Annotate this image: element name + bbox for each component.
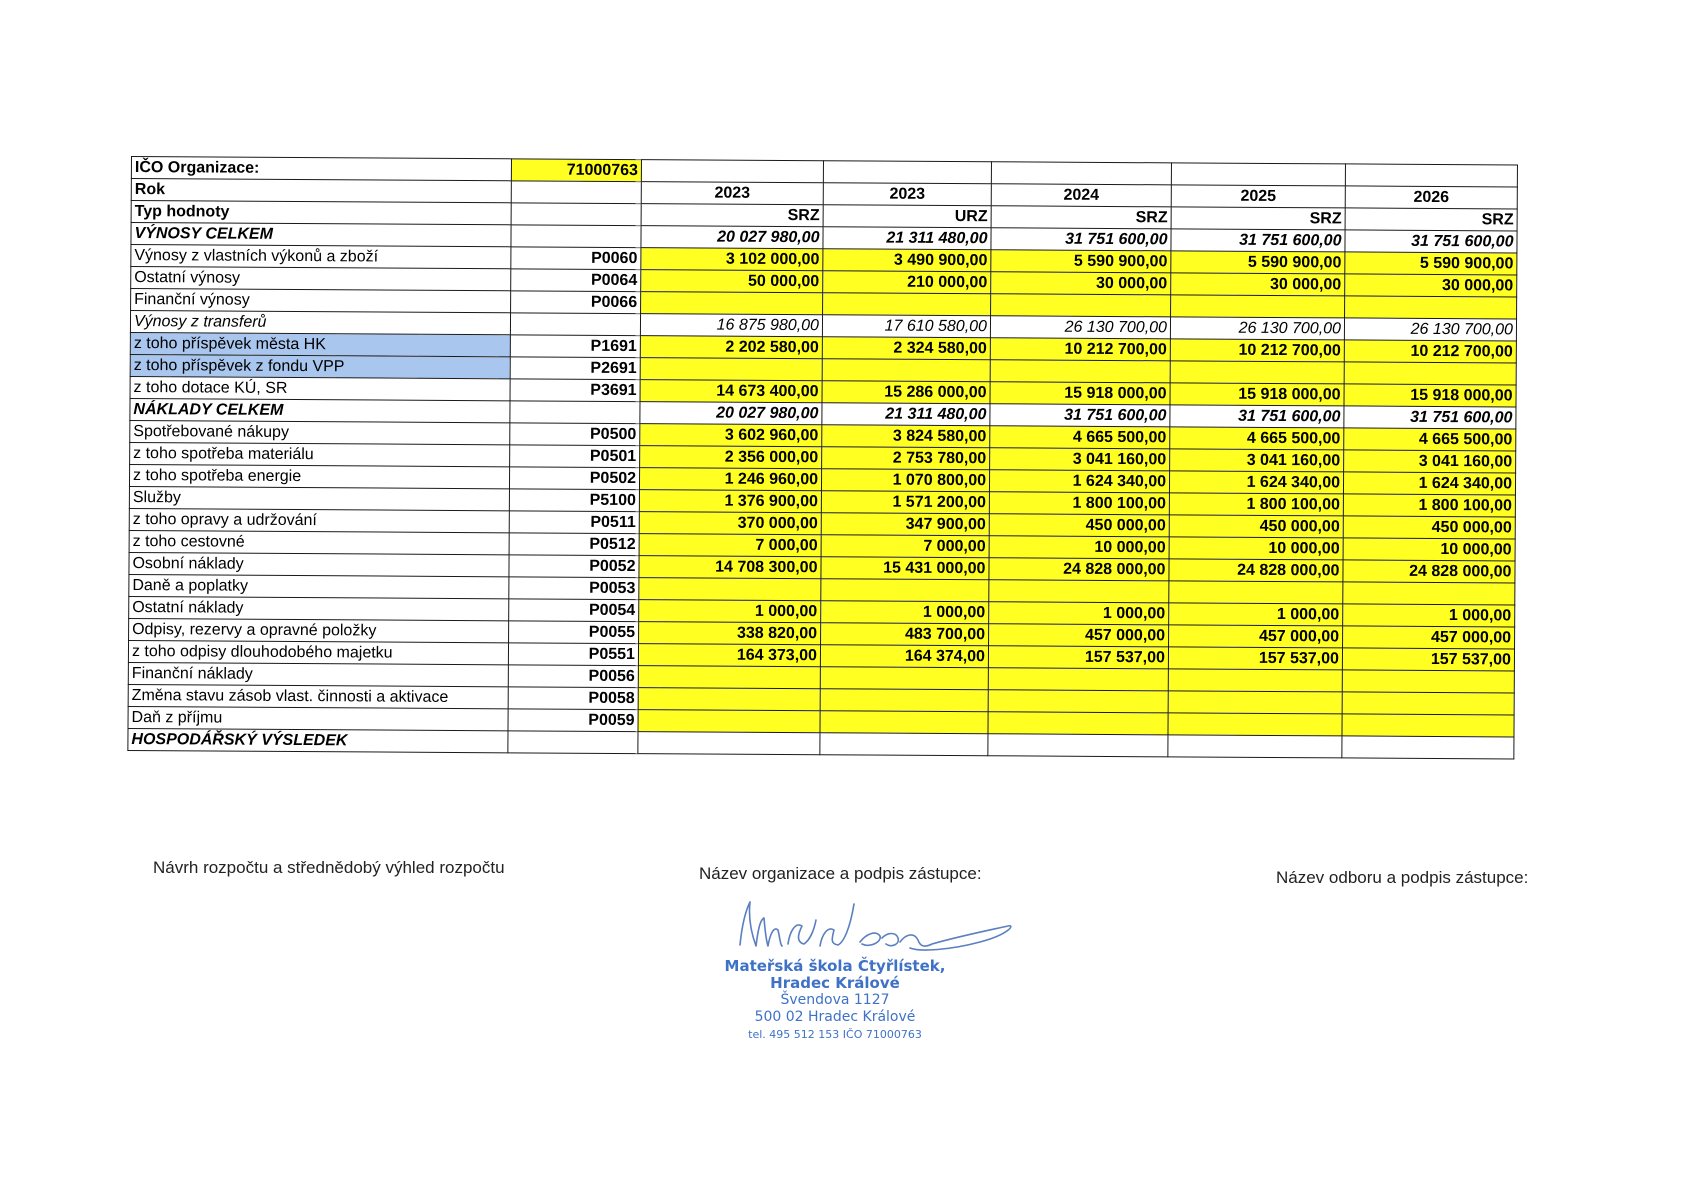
value-cell: 4 665 500,00	[1170, 427, 1344, 450]
value-cell: 2 753 780,00	[822, 447, 990, 470]
year-cell: 2023	[823, 183, 991, 206]
value-cell: 10 000,00	[989, 536, 1169, 559]
row-code: P0054	[509, 599, 639, 622]
value-cell	[1342, 736, 1514, 759]
row-code: P3691	[510, 379, 640, 402]
value-cell	[823, 293, 991, 316]
stamp-line-4: 500 02 Hradec Králové	[754, 1009, 916, 1025]
row-label: Daň z příjmu	[128, 706, 508, 730]
value-cell: 20 027 980,00	[641, 226, 823, 249]
row-label: Finanční náklady	[128, 662, 508, 686]
value-cell: 1 000,00	[1343, 604, 1515, 627]
year-cell: 2024	[991, 184, 1171, 207]
value-cell: 10 212 700,00	[990, 338, 1170, 361]
value-cell: 1 800 100,00	[1343, 494, 1515, 517]
row-label: z toho odpisy dlouhodobého majetku	[128, 640, 508, 664]
row-label: Odpisy, rezervy a opravné položky	[129, 618, 509, 642]
row-code: P0502	[509, 467, 639, 490]
row-code: P0501	[510, 445, 640, 468]
value-cell: 7 000,00	[821, 535, 989, 558]
row-code: P0500	[510, 423, 640, 446]
value-cell: 1 000,00	[1169, 603, 1343, 626]
row-code	[510, 313, 640, 336]
value-cell: 457 000,00	[1343, 626, 1515, 649]
value-cell: 50 000,00	[641, 270, 823, 293]
row-code: P0053	[509, 577, 639, 600]
value-cell: 15 286 000,00	[822, 381, 990, 404]
row-code: P0052	[509, 555, 639, 578]
row-label: z toho cestovné	[129, 530, 509, 554]
row-code: P0058	[508, 687, 638, 710]
row-label: NÁKLADY CELKEM	[130, 398, 510, 422]
value-cell: 457 000,00	[989, 624, 1169, 647]
typ-label: Typ hodnoty	[131, 201, 511, 225]
value-cell	[1168, 713, 1342, 736]
value-cell: 1 000,00	[989, 602, 1169, 625]
budget-table	[127, 156, 1518, 759]
value-cell	[1168, 691, 1342, 714]
type-cell: SRZ	[991, 206, 1171, 229]
value-cell: 15 431 000,00	[821, 557, 989, 580]
value-cell	[1345, 296, 1517, 319]
value-cell	[638, 732, 820, 755]
footer-left-label: Návrh rozpočtu a střednědobý výhled rozpočtu	[153, 858, 505, 877]
value-cell: 21 311 480,00	[823, 227, 991, 250]
value-cell: 3 102 000,00	[641, 248, 823, 271]
value-cell: 157 537,00	[988, 646, 1168, 669]
value-cell: 483 700,00	[821, 623, 989, 646]
budget-sheet	[131, 156, 1518, 751]
value-cell: 30 000,00	[1171, 273, 1345, 296]
value-cell	[639, 578, 821, 601]
value-cell: 457 000,00	[1169, 625, 1343, 648]
row-code: P0055	[509, 621, 639, 644]
value-cell: 2 324 580,00	[822, 337, 990, 360]
ico-value: 71000763	[511, 159, 641, 182]
value-cell	[990, 360, 1170, 383]
value-cell: 5 590 900,00	[1171, 251, 1345, 274]
row-label: Služby	[129, 486, 509, 510]
value-cell: 1 246 960,00	[639, 468, 821, 491]
row-label: Výnosy z vlastních výkonů a zboží	[131, 245, 511, 269]
value-cell	[1342, 714, 1514, 737]
footer-right-label: Název odboru a podpis zástupce:	[1276, 868, 1529, 887]
row-code: P5100	[509, 489, 639, 512]
value-cell	[1168, 669, 1342, 692]
value-cell: 30 000,00	[991, 272, 1171, 295]
row-code: P0064	[511, 269, 641, 292]
type-cell: SRZ	[1345, 208, 1517, 231]
value-cell: 26 130 700,00	[990, 316, 1170, 339]
value-cell: 15 918 000,00	[990, 382, 1170, 405]
value-cell: 1 070 800,00	[821, 469, 989, 492]
value-cell: 450 000,00	[1343, 516, 1515, 539]
row-code	[511, 225, 641, 248]
row-label: z toho opravy a udržování	[129, 508, 509, 532]
value-cell: 157 537,00	[1168, 647, 1342, 670]
value-cell: 24 828 000,00	[1343, 560, 1515, 583]
value-cell	[1344, 362, 1516, 385]
value-cell	[988, 712, 1168, 735]
value-cell	[988, 690, 1168, 713]
value-cell: 1 800 100,00	[989, 492, 1169, 515]
value-cell: 1 800 100,00	[1169, 493, 1343, 516]
row-label: Ostatní náklady	[129, 596, 509, 620]
value-cell: 5 590 900,00	[991, 250, 1171, 273]
year-cell: 2025	[1171, 185, 1345, 208]
row-code: P0066	[511, 291, 641, 314]
value-cell: 31 751 600,00	[1170, 405, 1344, 428]
value-cell: 3 041 160,00	[990, 448, 1170, 471]
row-label: z toho příspěvek města HK	[130, 332, 510, 356]
value-cell: 31 751 600,00	[990, 404, 1170, 427]
value-cell: 24 828 000,00	[989, 558, 1169, 581]
value-cell: 3 824 580,00	[822, 425, 990, 448]
value-cell: 31 751 600,00	[1344, 406, 1516, 429]
value-cell: 5 590 900,00	[1345, 252, 1517, 275]
value-cell	[1170, 361, 1344, 384]
value-cell: 20 027 980,00	[640, 402, 822, 425]
value-cell: 26 130 700,00	[1170, 317, 1344, 340]
row-label: Finanční výnosy	[131, 289, 511, 313]
stamp-line-3: Švendova 1127	[780, 992, 890, 1008]
value-cell: 450 000,00	[989, 514, 1169, 537]
budget-rows	[128, 223, 1517, 759]
value-cell: 24 828 000,00	[1169, 559, 1343, 582]
value-cell: 3 041 160,00	[1344, 450, 1516, 473]
value-cell: 1 624 340,00	[1169, 471, 1343, 494]
value-cell	[640, 358, 822, 381]
organization-stamp	[700, 890, 1020, 1065]
ico-label: IČO Organizace:	[131, 157, 511, 181]
row-code: P0056	[508, 665, 638, 688]
value-cell	[638, 688, 820, 711]
row-code	[508, 731, 638, 754]
value-cell: 1 376 900,00	[639, 490, 821, 513]
value-cell: 3 041 160,00	[1170, 449, 1344, 472]
value-cell	[991, 294, 1171, 317]
row-label: Ostatní výnosy	[131, 267, 511, 291]
row-code: P0059	[508, 709, 638, 732]
value-cell	[820, 667, 988, 690]
value-cell	[1342, 670, 1514, 693]
value-cell: 450 000,00	[1169, 515, 1343, 538]
row-label: Spotřebované nákupy	[130, 420, 510, 444]
value-cell: 164 373,00	[638, 644, 820, 667]
value-cell: 164 374,00	[820, 645, 988, 668]
value-cell: 1 000,00	[821, 601, 989, 624]
row-code: P0551	[508, 643, 638, 666]
value-cell: 31 751 600,00	[1171, 229, 1345, 252]
value-cell	[638, 710, 820, 733]
value-cell: 16 875 980,00	[640, 314, 822, 337]
row-label: z toho příspěvek z fondu VPP	[130, 354, 510, 378]
value-cell: 347 900,00	[821, 513, 989, 536]
value-cell: 370 000,00	[639, 512, 821, 535]
row-code: P2691	[510, 357, 640, 380]
rok-label: Rok	[131, 179, 511, 203]
value-cell: 2 202 580,00	[640, 336, 822, 359]
row-label: z toho dotace KÚ, SR	[130, 376, 510, 400]
row-label: VÝNOSY CELKEM	[131, 223, 511, 247]
value-cell: 14 673 400,00	[640, 380, 822, 403]
value-cell: 14 708 300,00	[639, 556, 821, 579]
value-cell	[638, 666, 820, 689]
value-cell: 31 751 600,00	[991, 228, 1171, 251]
value-cell: 21 311 480,00	[822, 403, 990, 426]
value-cell	[1171, 295, 1345, 318]
value-cell: 3 490 900,00	[823, 249, 991, 272]
stamp-line-1: Mateřská škola Čtyřlístek,	[724, 957, 946, 975]
row-code: P0060	[511, 247, 641, 270]
stamp-line-5: tel. 495 512 153 IČO 71000763	[748, 1028, 922, 1041]
year-cell: 2023	[641, 182, 823, 205]
footer-center-label: Název organizace a podpis zástupce:	[699, 864, 982, 883]
value-cell: 15 918 000,00	[1344, 384, 1516, 407]
value-cell	[820, 689, 988, 712]
value-cell	[820, 711, 988, 734]
value-cell: 1 624 340,00	[989, 470, 1169, 493]
stamp-line-2: Hradec Králové	[770, 974, 900, 992]
value-cell: 30 000,00	[1345, 274, 1517, 297]
row-label: Osobní náklady	[129, 552, 509, 576]
value-cell: 15 918 000,00	[1170, 383, 1344, 406]
value-cell: 4 665 500,00	[990, 426, 1170, 449]
value-cell: 17 610 580,00	[822, 315, 990, 338]
value-cell	[820, 733, 988, 756]
row-label: z toho spotřeba materiálu	[130, 442, 510, 466]
row-code: P0512	[509, 533, 639, 556]
value-cell	[988, 734, 1168, 757]
row-label: HOSPODÁŘSKÝ VÝSLEDEK	[128, 728, 508, 752]
signature-image	[710, 890, 1020, 965]
stamp-text	[700, 958, 970, 1043]
value-cell: 1 571 200,00	[821, 491, 989, 514]
value-cell: 10 212 700,00	[1170, 339, 1344, 362]
value-cell: 31 751 600,00	[1345, 230, 1517, 253]
value-cell: 338 820,00	[639, 622, 821, 645]
value-cell	[1342, 692, 1514, 715]
type-cell: SRZ	[641, 204, 823, 227]
value-cell	[989, 580, 1169, 603]
value-cell: 1 000,00	[639, 600, 821, 623]
row-label: z toho spotřeba energie	[129, 464, 509, 488]
value-cell	[1169, 581, 1343, 604]
row-label: Změna stavu zásob vlast. činnosti a aktivace	[128, 684, 508, 708]
value-cell: 26 130 700,00	[1344, 318, 1516, 341]
row-code: P1691	[510, 335, 640, 358]
value-cell: 10 000,00	[1169, 537, 1343, 560]
value-cell: 3 602 960,00	[640, 424, 822, 447]
row-label: Výnosy z transferů	[130, 311, 510, 335]
value-cell: 7 000,00	[639, 534, 821, 557]
value-cell: 210 000,00	[823, 271, 991, 294]
value-cell: 10 212 700,00	[1344, 340, 1516, 363]
row-code: P0511	[509, 511, 639, 534]
value-cell	[1343, 582, 1515, 605]
value-cell: 1 624 340,00	[1343, 472, 1515, 495]
value-cell	[641, 292, 823, 315]
value-cell: 157 537,00	[1342, 648, 1514, 671]
value-cell	[988, 668, 1168, 691]
value-cell	[822, 359, 990, 382]
type-cell: URZ	[823, 205, 991, 228]
row-label: Daně a poplatky	[129, 574, 509, 598]
year-cell: 2026	[1345, 186, 1517, 209]
value-cell: 2 356 000,00	[640, 446, 822, 469]
value-cell	[821, 579, 989, 602]
value-cell: 10 000,00	[1343, 538, 1515, 561]
type-cell: SRZ	[1171, 207, 1345, 230]
value-cell	[1168, 735, 1342, 758]
row-code	[510, 401, 640, 424]
value-cell: 4 665 500,00	[1344, 428, 1516, 451]
